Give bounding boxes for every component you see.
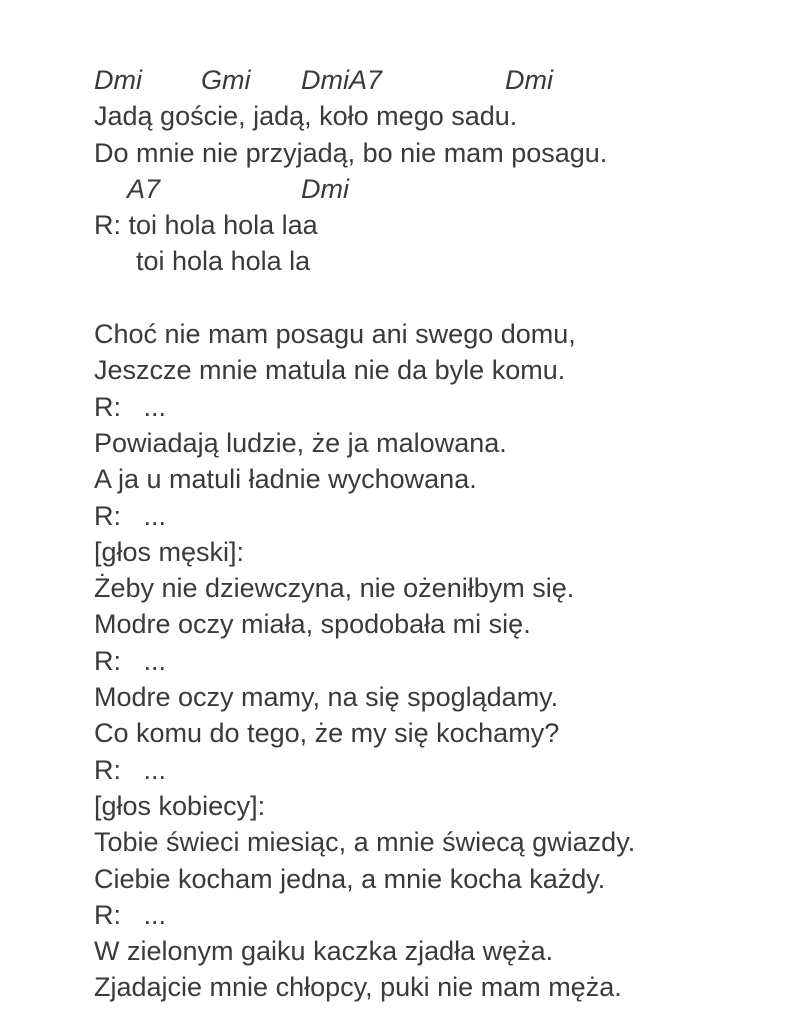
lyric-line: W zielonym gaiku kaczka zjadła węża.	[94, 936, 554, 967]
voice-label: [głos kobiecy]:	[94, 790, 266, 821]
lyric-line: Do mnie nie przyjadą, bo nie mam posagu.	[94, 137, 608, 168]
lyric-line: Żeby nie dziewczyna, nie ożeniłbym się.	[94, 573, 575, 604]
chord: Dmi	[301, 173, 349, 204]
lyric-line: Choć nie mam posagu ani swego domu,	[94, 319, 576, 350]
lyric-line: Powiadają ludzie, że ja malowana.	[94, 427, 507, 458]
chord: Dmi	[94, 65, 142, 95]
refrain-line: R: toi hola hola laa	[94, 210, 318, 241]
lyric-line: Modre oczy mamy, na się spoglądamy.	[94, 682, 559, 713]
refrain-marker: R: ...	[94, 500, 167, 531]
lyric-line: Zjadajcie mnie chłopcy, puki nie mam męża.	[94, 972, 622, 1003]
lyric-line: Jadą goście, jadą, koło mego sadu.	[94, 101, 518, 132]
refrain-marker: R: ...	[94, 645, 167, 676]
refrain-line: toi hola hola la	[136, 246, 311, 277]
voice-label: [głos męski]:	[94, 536, 245, 567]
lyric-line: Ciebie kocham jedna, a mnie kocha każdy.	[94, 863, 606, 894]
lyric-line: A ja u matuli ładnie wychowana.	[94, 464, 477, 495]
lyric-line: Tobie świeci miesiąc, a mnie świecą gwiazdy.	[94, 827, 636, 858]
stanza-spacer	[94, 280, 774, 316]
lyric-line: Modre oczy miała, spodobała mi się.	[94, 609, 531, 640]
song-sheet	[94, 62, 774, 1006]
refrain-marker: R: ...	[94, 391, 167, 422]
chord-line-2	[94, 171, 774, 207]
chord: Gmi	[201, 65, 251, 95]
lyric-line: Jeszcze mnie matula nie da byle komu.	[94, 355, 566, 386]
refrain-marker: R: ...	[94, 899, 167, 930]
chord-line-1	[94, 62, 774, 98]
refrain-marker: R: ...	[94, 754, 167, 785]
chord: Dmi	[505, 65, 553, 95]
chord: DmiA7	[301, 65, 383, 95]
lyric-line: Co komu do tego, że my się kochamy?	[94, 718, 560, 749]
chord: A7	[127, 173, 161, 204]
